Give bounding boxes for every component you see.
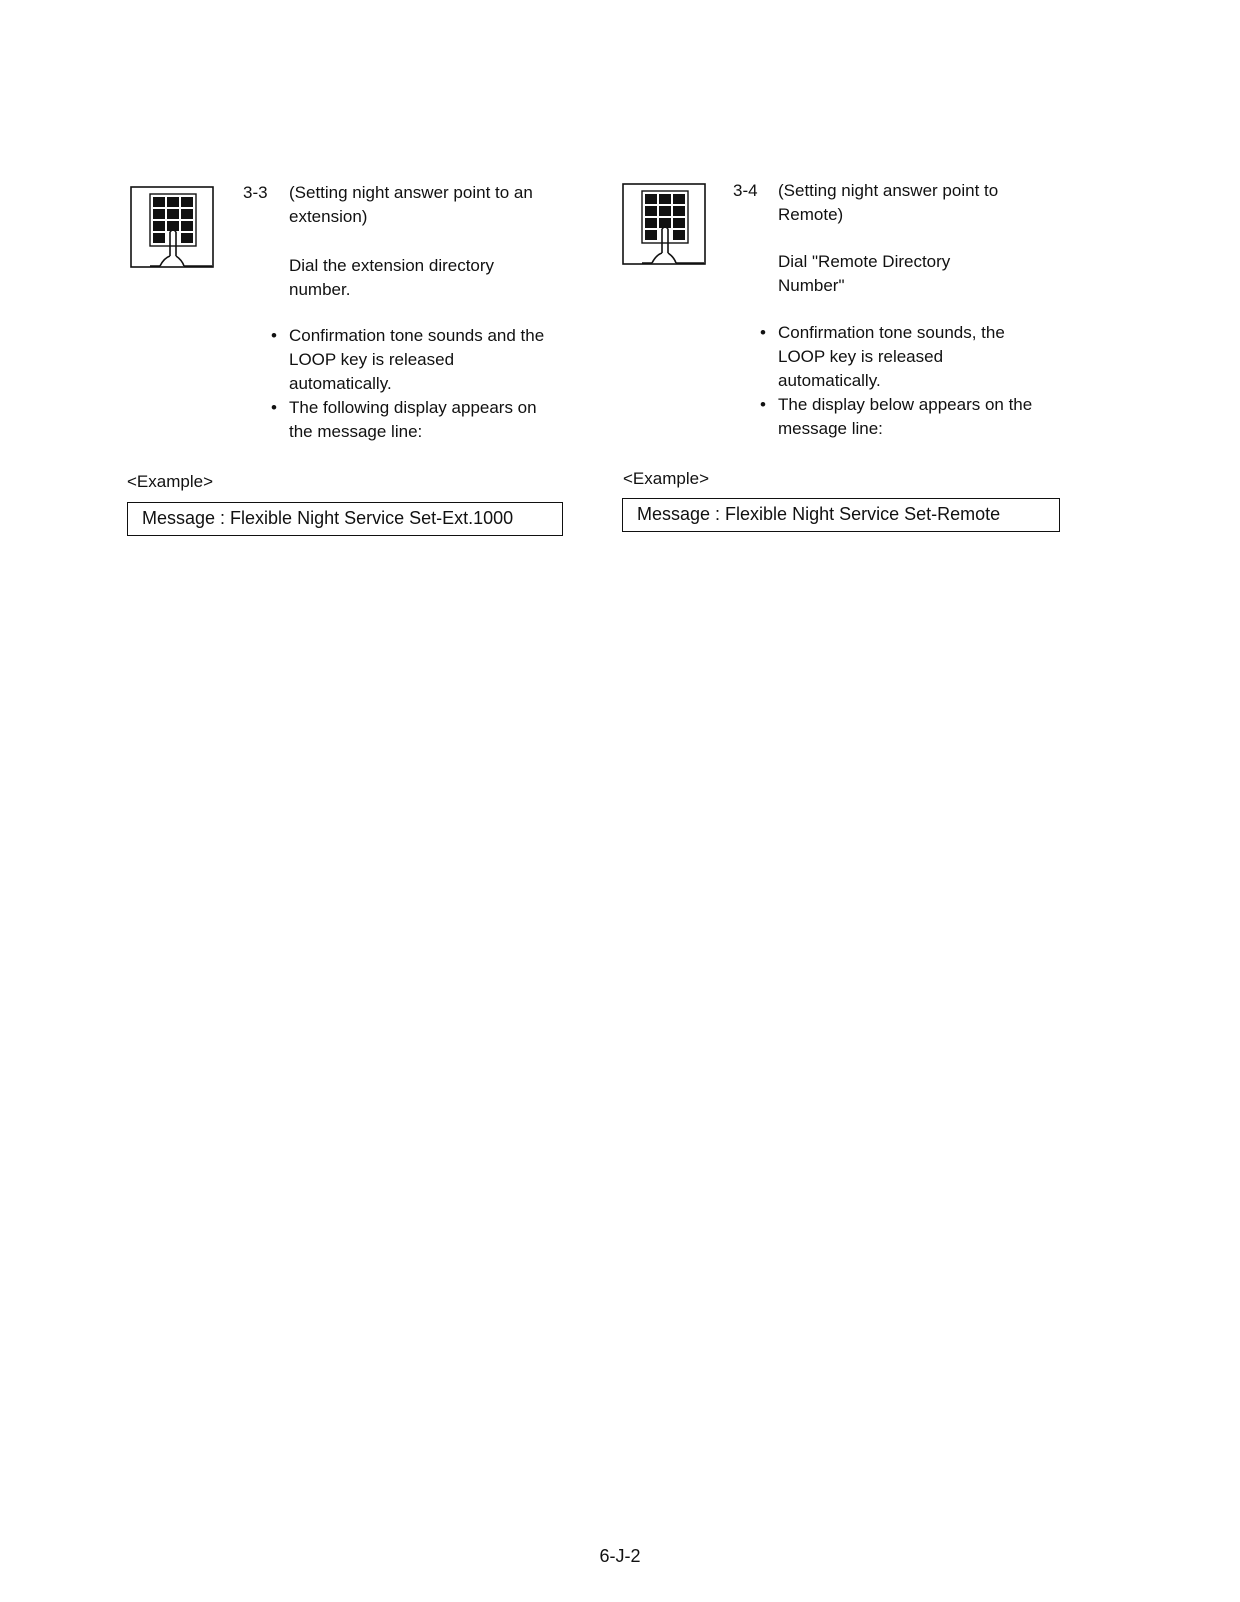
- message-display-box: Message : Flexible Night Service Set-Ext.1000: [127, 502, 563, 536]
- example-label: <Example>: [623, 469, 709, 488]
- step-instruction: Dial "Remote Directory Number": [778, 252, 951, 295]
- step-instruction: Dial the extension directory number.: [289, 256, 495, 299]
- bullet-item: • The display below appears on the message line:: [760, 393, 1050, 441]
- step-title: (Setting night answer point to an extension): [289, 183, 533, 226]
- keypad-press-icon: [130, 186, 214, 270]
- step-title: (Setting night answer point to Remote): [778, 181, 999, 224]
- keypad-press-icon: [622, 183, 706, 267]
- message-display-box: Message : Flexible Night Service Set-Remote: [622, 498, 1060, 532]
- example-label: <Example>: [127, 472, 213, 491]
- bullet-item: • The following display appears on the message line:: [271, 396, 561, 444]
- bullet-item: • Confirmation tone sounds, the LOOP key is released automatically.: [760, 321, 1050, 393]
- result-bullet-list: [271, 324, 561, 444]
- step-number: 3-3: [243, 183, 268, 202]
- page-number: 6-J-2: [599, 1546, 641, 1566]
- result-bullet-list: [760, 321, 1050, 441]
- bullet-item: • Confirmation tone sounds and the LOOP key is released automatically.: [271, 324, 561, 396]
- step-number: 3-4: [733, 181, 758, 200]
